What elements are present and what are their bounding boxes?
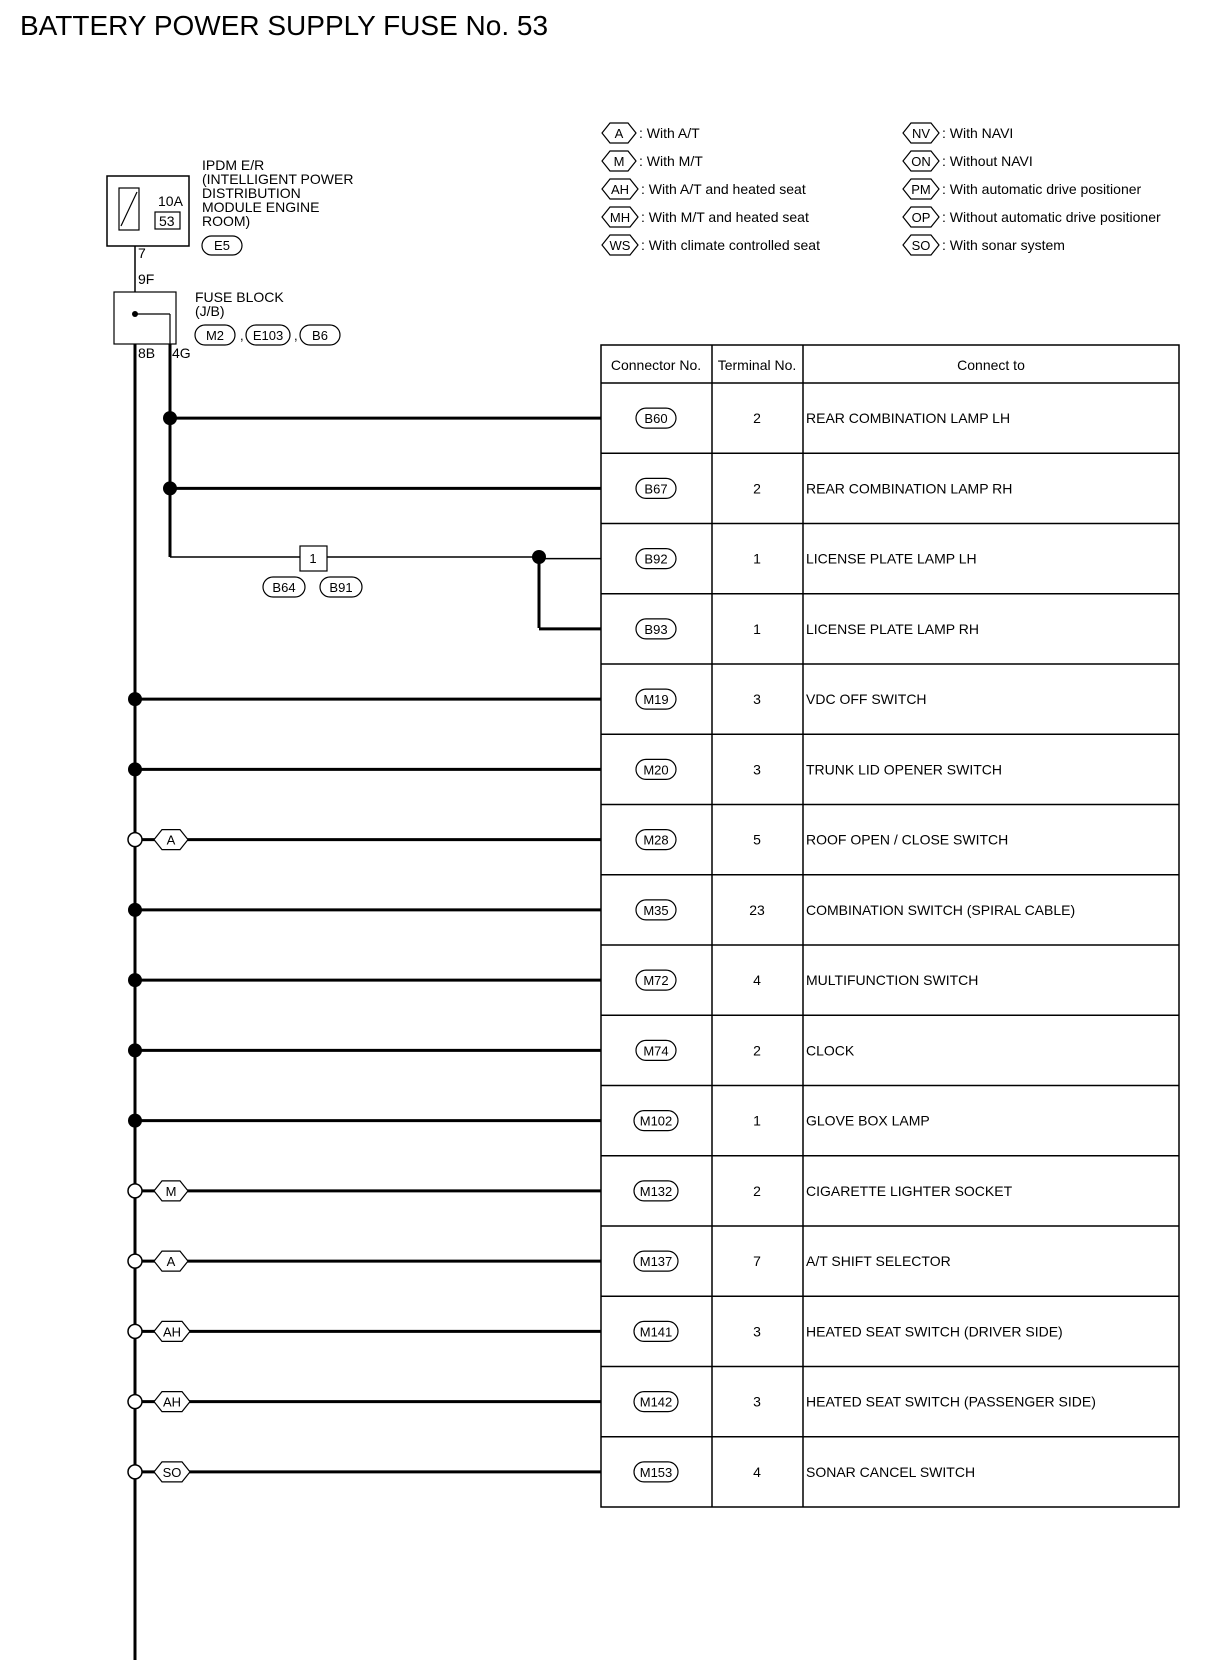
connector-no: M72 [643,973,669,989]
connector-no: M35 [643,902,669,918]
legend-description: : With M/T [639,153,703,169]
connector-no: M74 [643,1043,669,1059]
legend-description: : Without automatic drive positioner [942,209,1161,225]
table-row [128,664,1179,709]
table-row [539,594,1179,639]
table-row [128,1015,1179,1060]
option-code: M [165,1183,177,1199]
legend-item [903,179,1142,199]
option-code: A [166,832,176,848]
connector-no: B93 [644,621,668,637]
table-row [128,1437,1179,1482]
option-splice-point [128,1254,142,1268]
option-code: AH [162,1324,182,1340]
splice-point [128,692,142,706]
legend-item [903,207,1161,227]
terminal-no: 1 [753,550,761,567]
splice-point [128,903,142,917]
connector-no: M142 [639,1394,673,1410]
terminal-no: 3 [753,761,761,778]
terminal-no: 4 [753,972,761,989]
terminal-no: 7 [753,1253,761,1270]
connector-no: M141 [639,1324,673,1340]
fuse-block-label-line-2: (J/B) [195,303,225,319]
table-row [539,524,1179,569]
header-connect-to: Connect to [957,357,1025,373]
option-splice-point [128,1184,142,1198]
legend-code: OP [911,210,931,225]
legend [602,123,1161,255]
terminal-no: 2 [753,1042,761,1059]
connect-to: COMBINATION SWITCH (SPIRAL CABLE) [806,901,1076,918]
legend-code: SO [911,238,931,253]
option-splice-point [128,1324,142,1338]
connector-no: M153 [639,1464,673,1480]
connector-no: M132 [639,1183,673,1199]
connect-to: HEATED SEAT SWITCH (PASSENGER SIDE) [806,1393,1096,1410]
fuse-element-icon [121,192,137,226]
fuse-block-box [114,292,176,344]
connect-to: REAR COMBINATION LAMP RH [806,480,1013,497]
legend-description: : Without NAVI [942,153,1033,169]
fuse-rating: 10A [158,193,183,209]
option-splice-point [128,1465,142,1479]
fuse-block-terminal-in: 9F [138,271,155,287]
connector-no: M28 [643,832,669,848]
terminal-no: 23 [749,901,765,918]
table-row [128,1367,1179,1412]
connect-to: REAR COMBINATION LAMP LH [806,410,1011,427]
splice-point [128,973,142,987]
legend-code: NV [911,126,931,141]
splice-point [128,1114,142,1128]
legend-item [602,123,700,143]
connector-separator: , [294,328,298,343]
fuse-number: 53 [159,213,175,229]
header-connector-no: Connector No. [610,357,702,373]
terminal-no: 2 [753,1182,761,1199]
connect-to: LICENSE PLATE LAMP LH [806,550,977,567]
connector-no: B60 [644,411,668,427]
connector-no: M19 [643,692,669,708]
ipdm-label-line-1: IPDM E/R [202,157,265,173]
terminal-no: 5 [753,831,761,848]
connect-to: VDC OFF SWITCH [806,691,927,708]
table-row [128,945,1179,990]
legend-code: ON [911,154,931,169]
ipdm-er [107,157,353,261]
terminal-no: 4 [753,1463,761,1480]
ipdm-label-line-3: DISTRIBUTION [202,185,301,201]
table-row [128,1296,1179,1341]
ipdm-label-line-5: ROOM) [202,213,251,229]
terminal-no: 1 [753,620,761,637]
legend-item [602,207,809,227]
page-title: BATTERY POWER SUPPLY FUSE No. 53 [20,10,549,41]
legend-item [903,235,1065,255]
terminal-no: 2 [753,480,761,497]
connect-to: HEATED SEAT SWITCH (DRIVER SIDE) [806,1323,1063,1340]
table-row [163,408,1010,428]
terminal-no: 3 [753,1393,761,1410]
legend-description: : With A/T and heated seat [641,181,806,197]
connector-no: B92 [644,551,668,567]
legend-code: MH [609,210,631,225]
fuse-block-connector-2: E103 [252,328,284,343]
fuse-block-connector-3: B6 [312,328,328,343]
splice-point [163,411,177,425]
option-code: A [166,1254,176,1270]
header-terminal-no: Terminal No. [717,357,797,373]
connector-no: M102 [639,1113,673,1129]
table-row [128,734,1179,779]
table-row [128,1226,1179,1271]
legend-item [602,179,806,199]
fuse-block-splice [132,311,138,317]
option-code: SO [162,1464,182,1480]
table-row [163,453,1179,498]
ipdm-label-line-4: MODULE ENGINE [202,199,320,215]
splice-point [128,1043,142,1057]
ipdm-terminal-out: 7 [138,245,146,261]
connect-to: SONAR CANCEL SWITCH [806,1463,976,1480]
legend-description: : With sonar system [942,237,1065,253]
table-row [128,1156,1179,1201]
splice-point [532,550,546,564]
legend-description: : With NAVI [942,125,1014,141]
connector-no: M20 [643,762,669,778]
joint-connector-2: B91 [329,580,353,595]
legend-item [602,151,703,171]
terminal-no: 1 [753,1112,761,1129]
joint-connector-1: B64 [272,580,296,595]
connect-to: CIGARETTE LIGHTER SOCKET [806,1182,1013,1199]
connect-to: MULTIFUNCTION SWITCH [806,972,979,989]
fuse-block-terminal-out-b: 4G [172,345,191,361]
legend-description: : With climate controlled seat [641,237,820,253]
legend-code: M [613,154,625,169]
legend-item [602,235,820,255]
ipdm-connector: E5 [214,238,230,253]
splice-point [128,762,142,776]
legend-code: A [614,126,624,141]
table-row [128,875,1179,920]
table-row [128,1086,1179,1131]
terminal-no: 3 [753,1323,761,1340]
legend-code: PM [911,182,931,197]
joint-terminal: 1 [309,551,317,566]
legend-description: : With automatic drive positioner [942,181,1142,197]
connector-no: M137 [639,1254,673,1270]
legend-description: : With A/T [639,125,700,141]
fuse-block-connector-1: M2 [205,328,225,343]
legend-item [903,151,1033,171]
wiring [132,246,546,1660]
option-code: AH [162,1394,182,1410]
terminal-no: 3 [753,691,761,708]
connector-separator: , [240,328,244,343]
fuse-block [114,271,340,361]
fuse-block-terminal-out-a: 8B [138,345,156,361]
legend-code: WS [609,238,631,253]
connect-to: LICENSE PLATE LAMP RH [806,620,979,637]
splice-point [163,481,177,495]
legend-code: AH [610,182,630,197]
connect-to: CLOCK [806,1042,855,1059]
table-row [128,805,1179,850]
fuse-block-label-line-1: FUSE BLOCK [195,289,284,305]
terminal-no: 2 [753,410,761,427]
option-splice-point [128,833,142,847]
connect-to: GLOVE BOX LAMP [806,1112,930,1129]
connect-to: TRUNK LID OPENER SWITCH [806,761,1003,778]
table-rows [128,408,1179,1482]
legend-item [903,123,1013,143]
connect-to: ROOF OPEN / CLOSE SWITCH [806,831,1009,848]
connect-to: A/T SHIFT SELECTOR [806,1253,951,1270]
connector-no: B67 [644,481,668,497]
option-splice-point [128,1395,142,1409]
ipdm-label-line-2: (INTELLIGENT POWER [202,171,354,187]
legend-description: : With M/T and heated seat [641,209,809,225]
